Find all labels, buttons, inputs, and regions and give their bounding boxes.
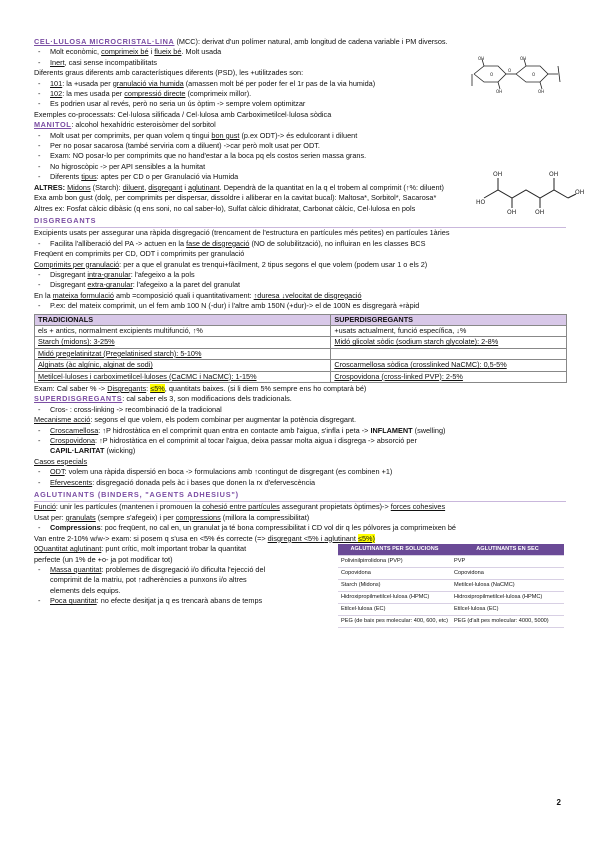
list-item: - Diferents tipus: aptes per CD o per Granulació via Humida (38, 172, 239, 182)
table-row: Polivinilpirrolidona (PVP) PVP (338, 556, 564, 568)
list-item: - Crospovidona: ↑P hidrostàtica en el comprimit al tocar l'aigua, deixa passar molta aigua i disgrega -> absorció per (38, 436, 417, 446)
list-item: - No higroscòpic -> per API sensibles a la humitat (38, 161, 206, 171)
mcc-heading: CEL·LULOSA MICROCRISTAL·LINA (34, 37, 175, 46)
list-item: - Disgregant extra-granular: l'afegeixo a la paret del granulat (38, 280, 241, 290)
table-header-row: AGLUTINANTS PER SOLUCIONS AGLUTINANTS EN SEC (338, 544, 564, 556)
list-item-continued: elements dels equips. (50, 585, 121, 595)
paragraph: En la mateixa formulació amb =composició quali i quantitativament: ↑duresa ↓velocitat de disgregació (34, 290, 362, 300)
paragraph: Excipients usats per assegurar una ràpida disgregació (trencament de l'estructura en partícules més petites) en partícules 1àries (34, 228, 450, 238)
list-item-continued: CAPIL·LARITAT (wicking) (50, 446, 136, 456)
list-item: - Per no posar sacarosa (també serviria com a diluent) ->car però molt usat per ODT. (38, 141, 320, 151)
table-row: Starch (midons): 3-25% Midó glicolat sòdic (sodium starch glycolate): 2-8% (35, 337, 567, 348)
aglutinants-block (34, 544, 566, 668)
list-item: - Disgregant intra-granular: l'afegeixo a la pols (38, 269, 195, 279)
manitol-definition: MANITOL: alcohol hexahídric esteroisòmer del sorbitol (34, 120, 216, 130)
paragraph: 0Quantitat aglutinant: punt crític, molt important trobar la quantitat (34, 544, 247, 554)
svg-text:OH: OH (575, 189, 584, 196)
svg-text:OH: OH (478, 56, 485, 61)
paragraph: Van entre 2-10% w/w-> exam: si posem q s'usa en <5% és correcte (=> disgregant <5% i aglutinant ≤5%) (34, 533, 375, 543)
list-item: - Compressions: poc freqüent, no cal en, un granulat ja té bona compressibilitat i CD vol dir q les pólvores ja comprimeixen bé (38, 523, 456, 533)
paragraph: Altres ex: Fosfat càlcic dibàsic (q ens soni, no cal saber-lo), Sulfat càlcic dihidratat, Carbonat càlcic, Cel·lulosa en pols (34, 203, 416, 213)
table-row: Alginats (àc algínic, alginat de sodi) Croscarmellosa sòdica (crosslinked NaCMC): 0,5-5% (35, 360, 567, 371)
paragraph: Casos especials (34, 456, 88, 466)
mcc-definition: CEL·LULOSA MICROCRISTAL·LINA (MCC): derivat d'un polímer natural, amb longitud de cadena variable i PM diversos. (34, 37, 448, 46)
paragraph: Funció: unir les partícules (mantenen i promouen la cohesió entre partícules assegurant propietats òptimes)-> forces cohesives (34, 502, 446, 512)
svg-text:OH: OH (507, 209, 517, 214)
table-row: Midó pregelatinitzat (Pregelatinised starch): 5-10% (35, 348, 567, 359)
paragraph: Exam: Cal saber % -> Disgregants: ≤5%, quantitats baixes. (si li diem 5% sempre ens ho comptarà bé) (34, 384, 367, 393)
paragraph: perfecte (un 1% de +o- ja pot modificar tot) (34, 554, 173, 564)
list-item: - Croscamellosa: ↑P hidrostàtica en el comprimit quan entra en contacte amb l'aigua, s'infla i peta -> INFLAMENT (swelling) (38, 425, 446, 435)
list-item: - ODT: volem una ràpida dispersió en boca -> formulacions amb ↑contingut de disgregant (es combinen +1) (38, 467, 393, 477)
list-item: - Massa quantitat: problemes de disgregació i/o dificulta l'ejecció del (38, 564, 266, 574)
list-item: - Efervescents: disgregació donada pels àc i bases que donen la rx d'efervescència (38, 477, 316, 487)
table-row: Copovidona Copovidona (338, 568, 564, 580)
table-row: Starch (Midons) Metilcel·lulosa (NaCMC) (338, 580, 564, 592)
paragraph: SUPERDISGREGANTS: cal saber els 3, son modificacions dels tradicionals. (34, 394, 292, 404)
svg-text:OH: OH (549, 171, 559, 178)
list-item-continued: comprimit de la matriu, pot ↑adherències a punxons i/o altres (50, 575, 247, 585)
altres-line: ALTRES: Midons (Starch): diluent, disgregant i aglutinant. Dependrà de la quantitat en la q el trobem al comprimit (↑%: diluent) (34, 182, 444, 192)
list-item: - Cros- : cross-linking -> recombinació de la tradicional (38, 404, 222, 414)
list-item: - Poca quantitat: no efecte desitjat ja q es trencarà abans de temps (38, 596, 263, 606)
svg-text:O: O (532, 72, 536, 77)
svg-text:OH: OH (535, 209, 545, 214)
svg-text:OH: OH (538, 89, 545, 94)
list-item: - P.ex: del mateix comprimit, un el fem amb 100 N (-dur) i l'altre amb 150N (+dur)-> el de 100N es disgregarà +ràpid (38, 301, 420, 311)
table-row: Etilcel·lulosa (EC) Etilcel·lulosa (EC) (338, 604, 564, 616)
table-row: Hidroxipropilmetilcel·lulosa (HPMC) Hidroxipropilmetilcel·lulosa (HPMC) (338, 592, 564, 604)
list-item: - 101: la +usada per granulació via humida (amassen molt bé per poder fer el 1r pas de la via humida) (38, 78, 376, 88)
list-item: - 102: la mes usada per compressió directe (comprimeix millor). (38, 89, 252, 99)
section-heading-disgregants: DISGREGANTS (34, 216, 566, 228)
svg-text:O: O (508, 68, 512, 73)
aglutinant-quantity-notes (34, 544, 326, 606)
svg-text:O: O (490, 72, 494, 77)
svg-text:OH: OH (496, 89, 503, 94)
section-heading-aglutinants: AGLUTINANTS (BINDERS, "AGENTS ADHESIUS") (34, 490, 566, 502)
list-item: - Molt econòmic, comprimeix bé i flueix bé. Molt usada (38, 47, 222, 57)
table-row: PEG (de baix pes molecular: 400, 600, etc) PEG (d'alt pes molecular: 4000, 5000) (338, 616, 564, 628)
svg-text:HO: HO (476, 199, 486, 206)
paragraph: Mecanisme acció: segons el que volem, els podem combinar per augmentar la potència disgregant. (34, 415, 357, 425)
page-number: 2 (556, 798, 561, 807)
disgregants-table (34, 314, 567, 383)
table-row: Metilcel·luloses i carboximetilcel·luloses (CaCMC i NaCMC): 1-15% Crospovidona (cross-linked PVP): 2-5% (35, 371, 567, 382)
svg-text:OH: OH (493, 171, 503, 178)
paragraph: Exemples co-processats: Cel·lulosa silificada / Cel·lulosa amb Carboximetilcel·lulosa sòdica (34, 109, 332, 119)
paragraph: Exa amb bon gust (dolç, per comprimits per dispersar, dissoldre i alliberar en la cavitat bucal): Maltosa*, Sorbitol*, Sacarosa* (34, 193, 437, 203)
main-content (34, 37, 566, 668)
paragraph: Diferents graus diferents amb característiques diferents (PSD), les +utilitzades son: (34, 68, 304, 78)
list-item: - Molt usat per comprimits, per quan volem q tingui bon gust (p.ex ODT)-> és edulcorant i diluent (38, 130, 358, 140)
table-header-row: TRADICIONALS SUPERDISGREGANTS (35, 314, 567, 325)
list-item: - Exam: NO posar-lo per comprimits que no hand'estar a la boca pq els costos serien massa grans. (38, 151, 367, 161)
list-item: - Inert, casi sense incompatibilitats (38, 57, 158, 67)
svg-text:OH: OH (520, 56, 527, 61)
aglutinants-table (338, 544, 564, 628)
list-item: - Es podrien usar al revés, però no seria un ús òptim -> sempre volem optimitzar (38, 99, 306, 109)
table-row: els + antics, normalment excipients multifunció, ↑% +usats actualment, funció específica, ↓% (35, 325, 567, 336)
manitol-heading: MANITOL (34, 120, 72, 130)
paragraph: Usat per: granulats (sempre s'afegeix) i per compressions (millora la compressibilitat) (34, 512, 310, 522)
paragraph: Freqüent en comprimits per CD, ODT i comprimits per granulació (34, 249, 245, 259)
list-item: - Facilita l'alliberació del PA -> actuen en la fase de disgregació (NO de solubilització), no influiran en les classes BCS (38, 238, 426, 248)
paragraph: Comprimits per granulació: per a que el granulat es trenqui+fàcilment, 2 tipus segons el que volem (podem usar 1 o els 2) (34, 259, 428, 269)
